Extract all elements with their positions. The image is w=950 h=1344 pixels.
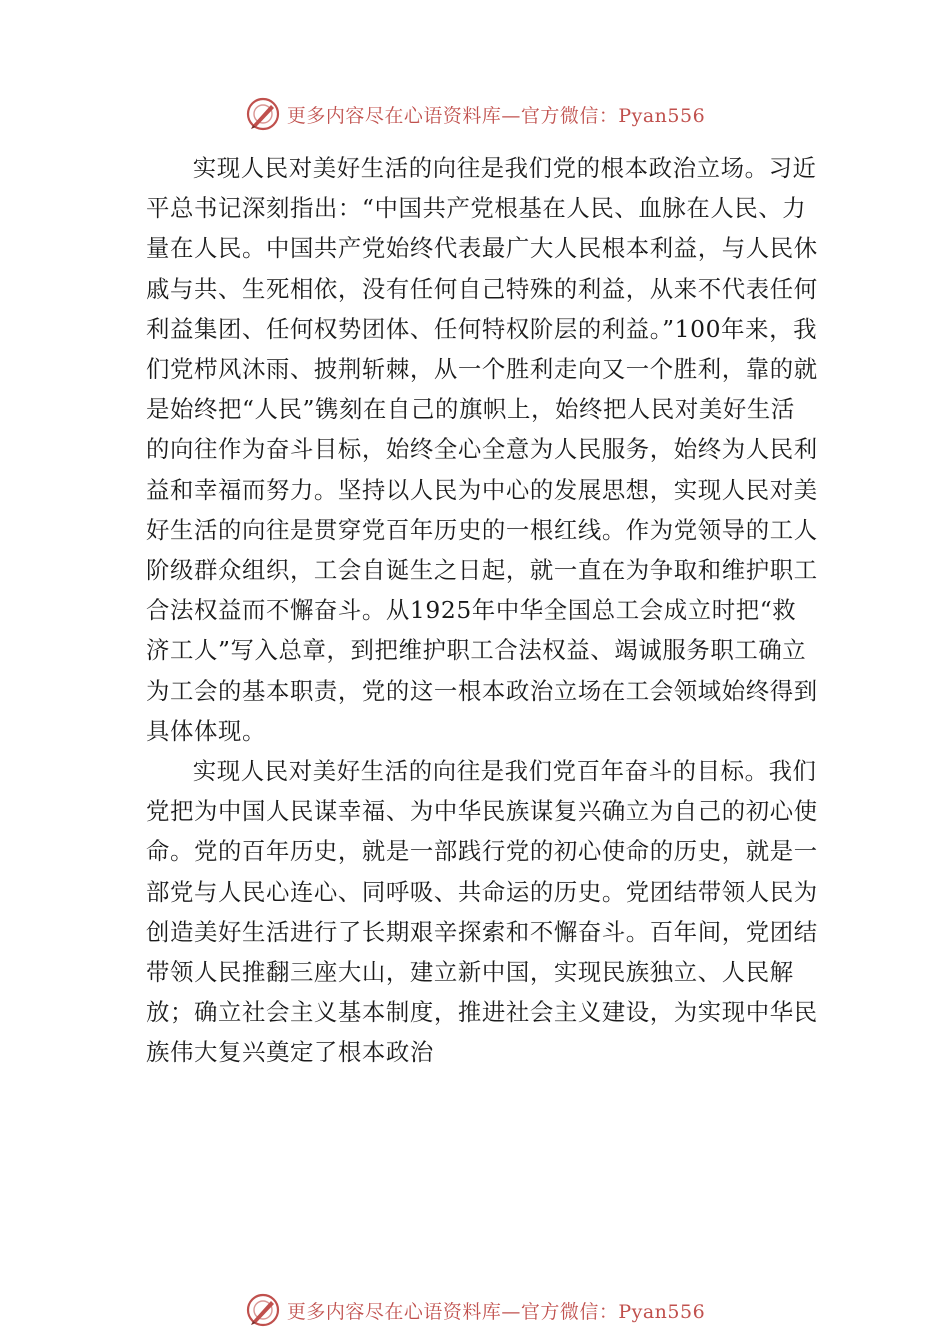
banner-text: 更多内容尽在心语资料库—官方微信：Pyan556 <box>286 1300 706 1323</box>
document-body <box>146 148 818 1073</box>
footer-banner <box>0 1290 950 1330</box>
pen-logo-icon <box>245 96 281 132</box>
banner-text: 更多内容尽在心语资料库—官方微信：Pyan556 <box>286 104 706 127</box>
paragraph-2: 实现人民对美好生活的向往是我们党百年奋斗的目标。我们党把为中国人民谋幸福、为中华民族谋复兴确立为自己的初心使命。党的百年历史，就是一部践行党的初心使命的历史，就是一部党与人民心连心、同呼吸、共命运的历史。党团结带领人民为创造美好生活进行了长期艰辛探索和不懈奋斗。百年间，党团结带领人民推翻三座大山，建立新中国，实现民族独立、人民解放；确立社会主义基本制度，推进社会主义建设，为实现中华民族伟大复兴奠定了根本政治 <box>146 757 818 1067</box>
header-banner <box>0 94 950 134</box>
pen-logo-icon <box>245 1292 281 1328</box>
paragraph-1: 实现人民对美好生活的向往是我们党的根本政治立场。习近平总书记深刻指出：“中国共产党根基在人民、血脉在人民、力量在人民。中国共产党始终代表最广大人民根本利益，与人民休戚与共、生死相依，没有任何自己特殊的利益，从来不代表任何利益集团、任何权势团体、任何特权阶层的利益。”100年来，我们党栉风沐雨、披荆斩棘，从一个胜利走向又一个胜利，靠的就是始终把“人民”镌刻在自己的旗帜上，始终把人民对美好生活的向往作为奋斗目标，始终全心全意为人民服务，始终为人民利益和幸福而努力。坚持以人民为中心的发展思想，实现人民对美好生活的向往是贯穿党百年历史的一根红线。作为党领导的工人阶级群众组织，工会自诞生之日起，就一直在为争取和维护职工合法权益而不懈奋斗。从1925年中华全国总工会成立时把“救济工人”写入总章，到把维护职工合法权益、竭诚服务职工确立为工会的基本职责，党的这一根本政治立场在工会领域始终得到具体体现。 <box>146 154 818 745</box>
